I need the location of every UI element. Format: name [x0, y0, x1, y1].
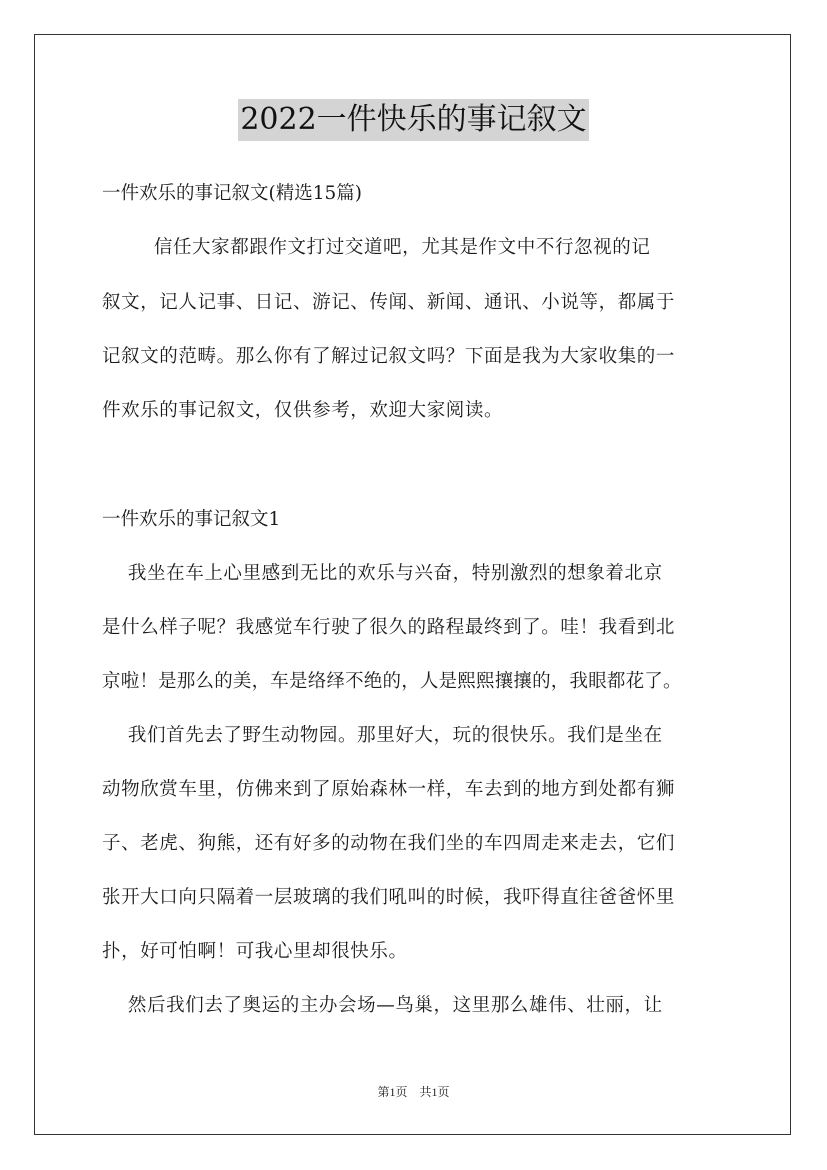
- intro-line: 件欢乐的事记叙文，仅供参考，欢迎大家阅读。: [102, 400, 504, 421]
- body-line: 子、老虎、狗熊，还有好多的动物在我们坐的车四周走来走去，它们: [102, 833, 676, 854]
- page-footer: [0, 1084, 827, 1100]
- page-number: 第1页: [377, 1085, 408, 1099]
- body-line: 张开大口向只隔着一层玻璃的我们吼叫的时候，我吓得直往爸爸怀里: [102, 887, 676, 908]
- section-heading: 一件欢乐的事记叙文1: [102, 509, 281, 530]
- document-title: 2022一件快乐的事记叙文: [238, 99, 588, 141]
- intro-line: 记叙文的范畴。那么你有了解过记叙文吗？下面是我为大家收集的一: [102, 346, 676, 367]
- body-line: 是什么样子呢？我感觉车行驶了很久的路程最终到了。哇！我看到北: [102, 617, 676, 638]
- body-line: 然后我们去了奥运的主办会场—鸟巢，这里那么雄伟、壮丽，让: [102, 995, 663, 1016]
- intro-line: 信任大家都跟作文打过交道吧，尤其是作文中不行忽视的记: [102, 237, 651, 258]
- body-line: 动物欣赏车里，仿佛来到了原始森林一样，车去到的地方到处都有狮: [102, 779, 676, 800]
- body-line: 扑，好可怕啊！可我心里却很快乐。: [102, 941, 408, 962]
- page-total: 共1页: [419, 1085, 450, 1099]
- body-line: 我们首先去了野生动物园。那里好大，玩的很快乐。我们是坐在: [102, 725, 663, 746]
- title-wrapper: [0, 99, 827, 141]
- body-line: 我坐在车上心里感到无比的欢乐与兴奋，特别激烈的想象着北京: [102, 563, 663, 584]
- document-subtitle: 一件欢乐的事记叙文(精选15篇): [102, 183, 362, 204]
- intro-line: 叙文，记人记事、日记、游记、传闻、新闻、通讯、小说等，都属于: [102, 292, 676, 313]
- body-line: 京啦！是那么的美，车是络绎不绝的，人是熙熙攘攘的，我眼都花了。: [102, 671, 682, 692]
